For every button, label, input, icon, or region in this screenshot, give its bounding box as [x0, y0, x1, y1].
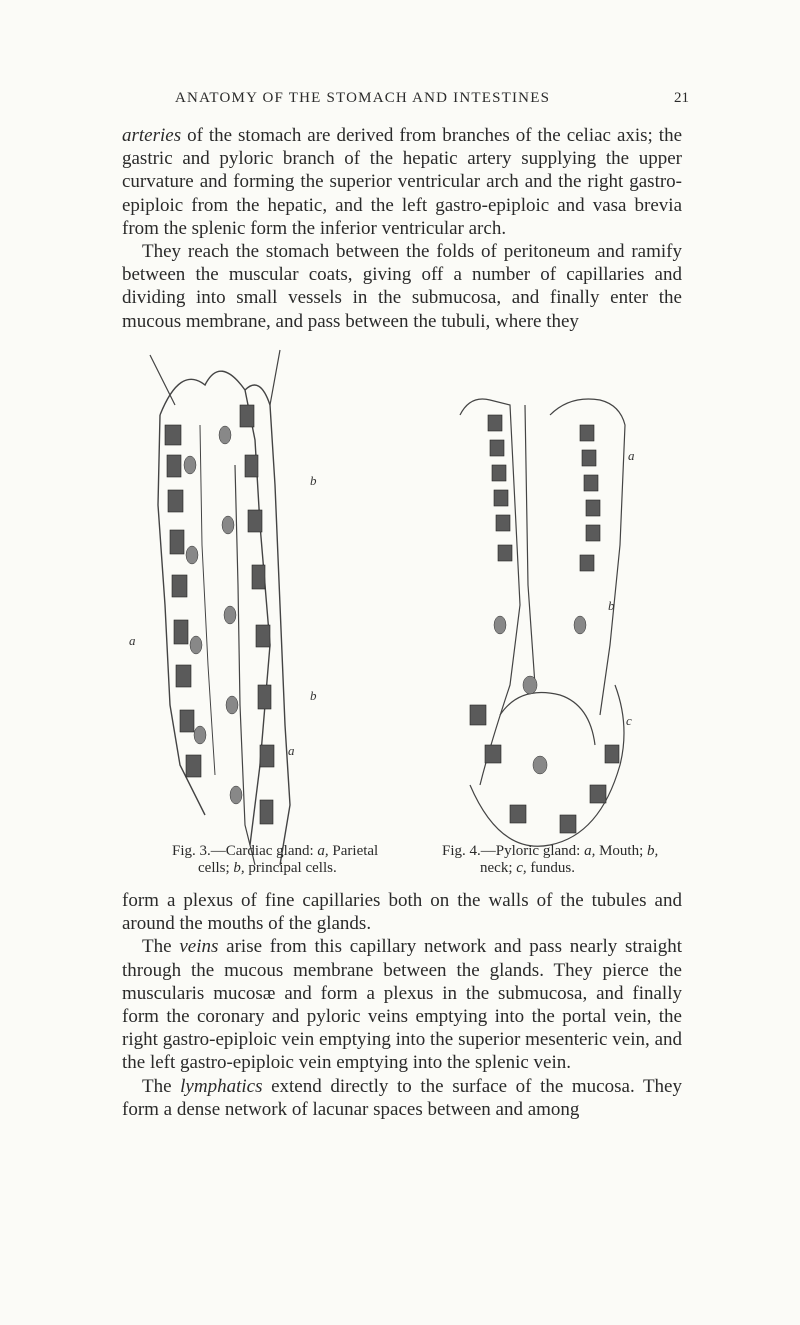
paragraph-veins-lymphatics	[122, 889, 682, 1121]
cardiac-gland-illustration	[120, 345, 370, 880]
paragraph-arteries	[122, 124, 682, 333]
lymph-lead: The	[142, 1075, 172, 1097]
fig3-caption-b: b,	[233, 860, 245, 876]
figure-4-caption	[442, 843, 722, 877]
fig4-caption-a: a,	[584, 843, 596, 859]
fig3-label-b-lower: b	[310, 688, 317, 703]
figure-3-caption	[172, 843, 422, 877]
term-lymphatics: lymphatics	[180, 1075, 263, 1097]
fig4-caption-neck: neck;	[480, 860, 513, 876]
term-arteries: arteries	[122, 125, 182, 146]
ramify-text: They reach the stomach between the folds of peritoneum and ramify between the muscular coats, giving off a number of capillaries and dividing into small vessels in the submucosa, and finally enter the mucous membrane, and pass between the tubuli, where they	[122, 241, 682, 332]
veins-lead: The	[142, 936, 172, 958]
fig4-caption-mouth: Mouth;	[595, 843, 644, 859]
fig4-label-a: a	[628, 448, 635, 463]
page-number: 21	[674, 90, 689, 106]
running-title: ANATOMY OF THE STOMACH AND INTESTINES	[175, 90, 551, 106]
fig3-caption-parietal: Parietal	[328, 843, 379, 859]
fig4-caption-c: c,	[516, 860, 527, 876]
fig3-caption-a: a,	[317, 843, 329, 859]
fig3-label-b-upper: b	[310, 473, 317, 488]
lymphatics-text: extend directly to the surface of the mucosa. They form a dense network of lacunar spaces between and among	[122, 1075, 682, 1120]
fig4-caption-b: b,	[647, 843, 659, 859]
plexus-text: form a plexus of fine capillaries both on the walls of the tubules and around the mouths of the glands.	[122, 890, 682, 935]
fig4-label-c: c	[626, 713, 632, 728]
pyloric-gland-illustration	[440, 385, 650, 880]
term-veins: veins	[179, 936, 219, 958]
fig4-label-b: b	[608, 598, 615, 613]
veins-text: arise from this capillary network and pass nearly straight through the mucous membrane between the glands. They pierce the muscularis mucosæ and form a plexus in the submucosa, and finally form the coronary and pyloric veins emptying into the portal vein, the right gastro-epiploic vein emptying into the superior mesenteric vein, and the left gastro-epiploic vein emptying into the splenic vein.	[122, 936, 682, 1074]
fig3-label-a-lower: a	[288, 743, 295, 758]
fig4-caption-fundus: fundus.	[526, 860, 575, 876]
fig3-label-a: a	[129, 633, 136, 648]
fig3-caption-principal: principal cells.	[244, 860, 337, 876]
fig3-caption-prefix: Fig. 3.—Cardiac gland:	[172, 843, 314, 859]
arteries-text: of the stomach are derived from branches of the celiac axis; the gastric and pyloric branch of the hepatic artery supplying the upper curvature and forming the superior ventricular arch and the right gastro-epiploic from the hepatic, and the left gastro-epiploic and vasa brevia from the splenic form the inferior ventricular arch.	[122, 125, 682, 239]
fig4-caption-prefix: Fig. 4.—Pyloric gland:	[442, 843, 581, 859]
fig3-caption-cells: cells;	[198, 860, 230, 876]
